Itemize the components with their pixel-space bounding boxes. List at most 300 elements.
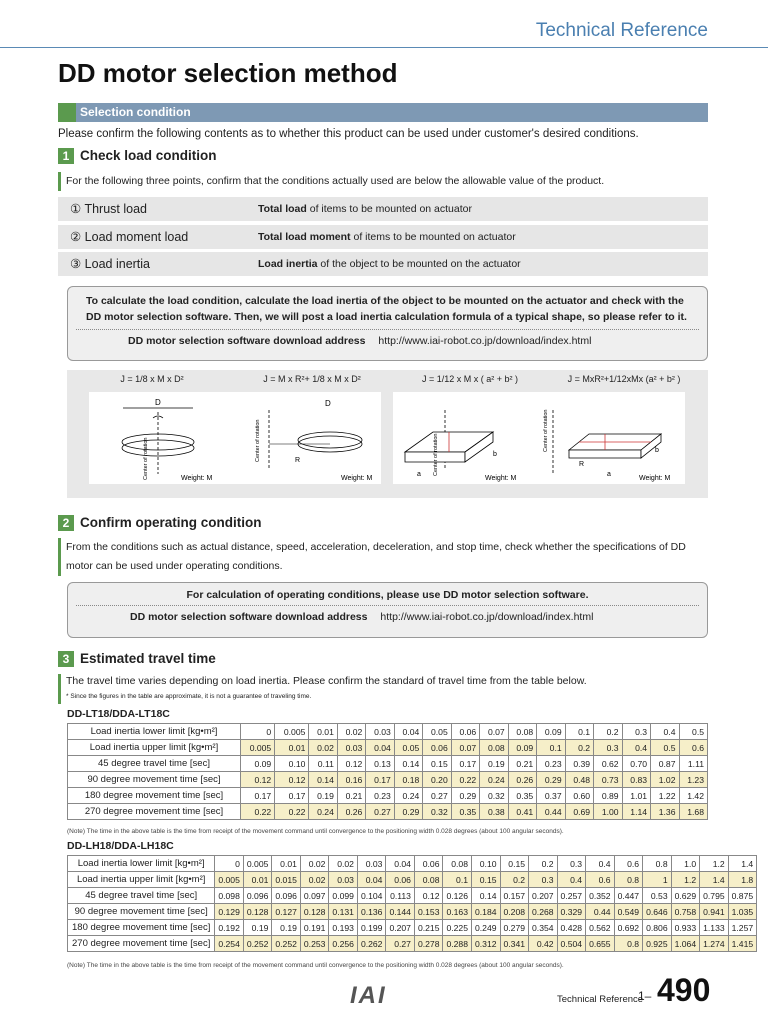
- table-cell: 0.193: [329, 920, 358, 936]
- table-cell: 0.249: [472, 920, 501, 936]
- table-row: [68, 740, 708, 756]
- table-cell: 0.099: [329, 888, 358, 904]
- table-cell: 0.268: [529, 904, 558, 920]
- condition-row: [58, 252, 708, 276]
- header-rule: [0, 47, 768, 48]
- table-cell: 0.3: [594, 740, 622, 756]
- svg-text:R: R: [295, 457, 301, 464]
- table-cell: 0.02: [329, 856, 358, 872]
- table-cell: 0.32: [480, 788, 508, 804]
- table-cell: 0.005: [275, 724, 309, 740]
- table-cell: 0.549: [614, 904, 643, 920]
- download-url[interactable]: http://www.iai-robot.co.jp/download/index.html: [378, 335, 592, 347]
- svg-text:b: b: [493, 451, 497, 458]
- table-cell: 0.17: [275, 788, 309, 804]
- table-cell: 0.252: [243, 936, 272, 952]
- table-cell: 0.2: [500, 872, 529, 888]
- table-cell: 0.44: [586, 904, 615, 920]
- table-cell: 0.08: [414, 872, 443, 888]
- formula-1: J = 1/8 x M x D²: [120, 374, 184, 384]
- svg-text:Center of rotation: Center of rotation: [143, 437, 149, 480]
- table-row: [68, 888, 757, 904]
- condition-row: [58, 197, 708, 221]
- table-cell: 0.163: [443, 904, 472, 920]
- load-calc-info-box: [67, 286, 708, 361]
- table-cell: 0.646: [643, 904, 672, 920]
- iai-logo: IAI: [350, 982, 387, 1009]
- table-cell: 0.153: [414, 904, 443, 920]
- table-cell: 1.035: [728, 904, 757, 920]
- table-cell: 0.01: [243, 872, 272, 888]
- table-cell: 0.08: [443, 856, 472, 872]
- section-3-title: Estimated travel time: [80, 651, 216, 666]
- row-header: 270 degree movement time [sec]: [68, 936, 215, 952]
- bar-accent: [58, 103, 76, 122]
- table-cell: 0.41: [508, 804, 536, 820]
- page-title: DD motor selection method: [58, 58, 398, 88]
- table-cell: 0.73: [594, 772, 622, 788]
- table-2-note: (Note) The time in the above table is the time from receipt of the movement command until convergence to the positioning width 0.028 degrees (about 100 angular seconds).: [67, 962, 564, 969]
- table-cell: 0.278: [414, 936, 443, 952]
- intro-text: Please confirm the following contents as to whether this product can be used under customer's desired conditions.: [58, 128, 639, 140]
- selection-condition-bar: [58, 103, 708, 122]
- table-cell: 0.26: [508, 772, 536, 788]
- table-cell: 0.01: [309, 724, 337, 740]
- svg-text:Center of rotation: Center of rotation: [433, 433, 439, 476]
- table-cell: 0.504: [557, 936, 586, 952]
- table-cell: 0.04: [394, 724, 422, 740]
- svg-text:a: a: [417, 471, 421, 478]
- table-cell: 0.104: [357, 888, 386, 904]
- table-cell: 0.144: [386, 904, 415, 920]
- table-cell: 0.262: [357, 936, 386, 952]
- section-3-number: 3: [58, 651, 74, 667]
- table-cell: 0.17: [366, 772, 394, 788]
- svg-text:b: b: [655, 447, 659, 454]
- table-cell: 0.098: [215, 888, 244, 904]
- table-cell: 0.03: [357, 856, 386, 872]
- download-label: DD motor selection software download address: [128, 335, 366, 347]
- table-cell: 0.29: [451, 788, 479, 804]
- table-cell: 0.256: [329, 936, 358, 952]
- condition-label: ① Thrust load: [58, 197, 246, 221]
- table-cell: 0.12: [414, 888, 443, 904]
- block-diagram: [393, 392, 539, 484]
- table-row: [68, 724, 708, 740]
- table-cell: 0.14: [472, 888, 501, 904]
- table-cell: 0.129: [215, 904, 244, 920]
- table-row: [68, 788, 708, 804]
- table-cell: 0.27: [423, 788, 451, 804]
- table-cell: 0.096: [272, 888, 301, 904]
- table-cell: 0.199: [357, 920, 386, 936]
- table-cell: 0.795: [700, 888, 729, 904]
- table-cell: 0.05: [394, 740, 422, 756]
- table-cell: 0.1: [443, 872, 472, 888]
- table-cell: 0.04: [366, 740, 394, 756]
- table-cell: 0.354: [529, 920, 558, 936]
- table-cell: 1.11: [679, 756, 708, 772]
- table-cell: 0.89: [594, 788, 622, 804]
- table-cell: 0.288: [443, 936, 472, 952]
- table-cell: 0.207: [386, 920, 415, 936]
- table-cell: 0.62: [594, 756, 622, 772]
- table-cell: 0.08: [508, 724, 536, 740]
- row-header: 90 degree movement time [sec]: [68, 904, 215, 920]
- condition-desc: Load inertia of the object to be mounted on the actuator: [236, 252, 708, 276]
- table-cell: 0: [215, 856, 244, 872]
- table-cell: 0.941: [700, 904, 729, 920]
- row-header: 45 degree travel time [sec]: [68, 756, 241, 772]
- table-cell: 0.207: [529, 888, 558, 904]
- table-cell: 0.04: [357, 872, 386, 888]
- table-cell: 1.4: [728, 856, 757, 872]
- table-cell: 0.933: [671, 920, 700, 936]
- disk-shape-icon: [89, 392, 235, 484]
- section-3-small-note: * Since the figures in the table are approximate, it is not a guarantee of traveling time.: [66, 693, 312, 700]
- table-cell: 0.17: [451, 756, 479, 772]
- section-1-title: Check load condition: [80, 148, 217, 163]
- table-cell: 1.0: [671, 856, 700, 872]
- section-2-number: 2: [58, 515, 74, 531]
- table-cell: 0.005: [241, 740, 275, 756]
- svg-text:R: R: [579, 461, 585, 468]
- table-cell: 0.6: [586, 872, 615, 888]
- table-cell: 0.23: [537, 756, 565, 772]
- table-2-caption: DD-LH18/DDA-LH18C: [67, 840, 174, 852]
- page-number: 490: [657, 972, 711, 1008]
- table-cell: 0.097: [300, 888, 329, 904]
- download-line: [68, 330, 707, 347]
- table-cell: 0.21: [337, 788, 365, 804]
- table-cell: 0.03: [366, 724, 394, 740]
- table-cell: 0.184: [472, 904, 501, 920]
- svg-text:Center of rotation: Center of rotation: [255, 419, 261, 462]
- table-cell: 1.02: [651, 772, 679, 788]
- svg-text:Weight: M: Weight: M: [639, 475, 671, 482]
- table-cell: 0.191: [300, 920, 329, 936]
- row-header: 270 degree movement time [sec]: [68, 804, 241, 820]
- table-cell: 0.215: [414, 920, 443, 936]
- table-cell: 0.24: [309, 804, 337, 820]
- download-url[interactable]: http://www.iai-robot.co.jp/download/index.html: [380, 611, 594, 623]
- table-cell: 1.2: [700, 856, 729, 872]
- table-cell: 1.00: [594, 804, 622, 820]
- table-cell: 0.27: [386, 936, 415, 952]
- section-1-note: For the following three points, confirm that the conditions actually used are below the allowable value of the product.: [58, 172, 604, 191]
- table-cell: 0.22: [451, 772, 479, 788]
- offset-disk-diagram: [235, 392, 381, 484]
- table-cell: 0.208: [500, 904, 529, 920]
- table-cell: 0.29: [537, 772, 565, 788]
- operating-info-text: For calculation of operating conditions, please use DD motor selection software.: [186, 589, 589, 601]
- table-cell: 0.329: [557, 904, 586, 920]
- offset-block-diagram: [539, 392, 685, 484]
- svg-text:Weight: M: Weight: M: [341, 475, 373, 482]
- table-cell: 0.3: [622, 724, 650, 740]
- table-row: [68, 936, 757, 952]
- table-cell: 0.758: [671, 904, 700, 920]
- table-cell: 0.225: [443, 920, 472, 936]
- table-cell: 0.925: [643, 936, 672, 952]
- table-cell: 0.06: [423, 740, 451, 756]
- table-cell: 0.29: [394, 804, 422, 820]
- table-cell: 0.15: [423, 756, 451, 772]
- table-cell: 0.09: [241, 756, 275, 772]
- table-cell: 0.279: [500, 920, 529, 936]
- table-cell: 0.692: [614, 920, 643, 936]
- table-cell: 0.352: [586, 888, 615, 904]
- table-cell: 0.09: [537, 724, 565, 740]
- offset-disk-shape-icon: [235, 392, 381, 484]
- table-cell: 1.14: [622, 804, 650, 820]
- table-cell: 0.69: [565, 804, 593, 820]
- row-header: Load inertia lower limit [kg•m²]: [68, 724, 241, 740]
- table-row: [68, 904, 757, 920]
- svg-text:Weight: M: Weight: M: [181, 475, 213, 482]
- section-2-heading: [58, 515, 262, 531]
- table-cell: 0.3: [557, 856, 586, 872]
- svg-text:D: D: [325, 399, 331, 408]
- table-cell: 0.131: [329, 904, 358, 920]
- table-cell: 1.257: [728, 920, 757, 936]
- svg-text:a: a: [607, 471, 611, 478]
- table-cell: 0.447: [614, 888, 643, 904]
- table-cell: 0.157: [500, 888, 529, 904]
- table-cell: 0.60: [565, 788, 593, 804]
- selection-condition-label: Selection condition: [80, 105, 191, 119]
- section-1-number: 1: [58, 148, 74, 164]
- page-prefix: 1–: [638, 989, 652, 1003]
- table-cell: 0.6: [679, 740, 708, 756]
- table-cell: 0.1: [565, 724, 593, 740]
- formula-4: J = MxR²+1/12xMx (a² + b² ): [567, 374, 681, 384]
- disk-diagram: [89, 392, 235, 484]
- table-cell: 0.14: [394, 756, 422, 772]
- table-cell: 0.24: [394, 788, 422, 804]
- table-cell: 0.875: [728, 888, 757, 904]
- table-cell: 0.005: [215, 872, 244, 888]
- table-cell: 0.22: [241, 804, 275, 820]
- table-cell: 0.06: [451, 724, 479, 740]
- row-header: Load inertia upper limit [kg•m²]: [68, 740, 241, 756]
- table-cell: 0.252: [272, 936, 301, 952]
- table-cell: 1.2: [671, 872, 700, 888]
- table-cell: 0.8: [643, 856, 672, 872]
- table-cell: 1.274: [700, 936, 729, 952]
- table-cell: 0.19: [309, 788, 337, 804]
- table-cell: 0.07: [451, 740, 479, 756]
- table-row: [68, 756, 708, 772]
- row-header: 180 degree movement time [sec]: [68, 920, 215, 936]
- table-cell: 0.01: [272, 856, 301, 872]
- table-cell: 1.36: [651, 804, 679, 820]
- table-cell: 0.83: [622, 772, 650, 788]
- table-cell: 0.44: [537, 804, 565, 820]
- table-cell: 0.24: [480, 772, 508, 788]
- table-cell: 1.22: [651, 788, 679, 804]
- travel-time-table-lh18: [67, 855, 757, 952]
- download-label: DD motor selection software download address: [130, 611, 368, 623]
- row-header: 180 degree movement time [sec]: [68, 788, 241, 804]
- table-cell: 0.37: [537, 788, 565, 804]
- row-header: Load inertia upper limit [kg•m²]: [68, 872, 215, 888]
- table-cell: 0.629: [671, 888, 700, 904]
- table-cell: 0.04: [386, 856, 415, 872]
- table-cell: 0.005: [243, 856, 272, 872]
- svg-text:Center of rotation: Center of rotation: [543, 409, 549, 452]
- table-cell: 0.1: [537, 740, 565, 756]
- table-cell: 0.15: [500, 856, 529, 872]
- table-row: [68, 856, 757, 872]
- table-cell: 0.02: [300, 872, 329, 888]
- travel-time-table-lt18: [67, 723, 708, 820]
- table-cell: 0.312: [472, 936, 501, 952]
- table-cell: 0.05: [423, 724, 451, 740]
- table-cell: 0.562: [586, 920, 615, 936]
- table-1-caption: DD-LT18/DDA-LT18C: [67, 708, 170, 720]
- table-cell: 1.133: [700, 920, 729, 936]
- row-header: Load inertia lower limit [kg•m²]: [68, 856, 215, 872]
- table-cell: 0.11: [309, 756, 337, 772]
- table-cell: 0.096: [243, 888, 272, 904]
- table-cell: 0.2: [529, 856, 558, 872]
- table-cell: 0.113: [386, 888, 415, 904]
- table-cell: 0.48: [565, 772, 593, 788]
- table-cell: 0.17: [241, 788, 275, 804]
- section-2-title: Confirm operating condition: [80, 515, 262, 530]
- table-cell: 0.257: [557, 888, 586, 904]
- table-cell: 0.70: [622, 756, 650, 772]
- table-cell: 0.4: [557, 872, 586, 888]
- condition-label: ③ Load inertia: [58, 252, 246, 276]
- condition-label: ② Load moment load: [58, 225, 246, 249]
- block-shape-icon: [393, 392, 539, 484]
- table-cell: 0.015: [272, 872, 301, 888]
- table-cell: 0.06: [414, 856, 443, 872]
- formula-panel: [67, 370, 708, 498]
- table-cell: 0.38: [480, 804, 508, 820]
- table-cell: 0.12: [337, 756, 365, 772]
- table-cell: 0.8: [614, 936, 643, 952]
- table-cell: 0.09: [508, 740, 536, 756]
- table-cell: 0.806: [643, 920, 672, 936]
- table-cell: 0.5: [679, 724, 708, 740]
- svg-text:D: D: [155, 398, 161, 407]
- table-cell: 0.08: [480, 740, 508, 756]
- table-cell: 0.4: [622, 740, 650, 756]
- table-cell: 0.136: [357, 904, 386, 920]
- table-cell: 0.10: [472, 856, 501, 872]
- table-cell: 1: [643, 872, 672, 888]
- table-cell: 0.19: [272, 920, 301, 936]
- table-cell: 0.3: [529, 872, 558, 888]
- table-cell: 0.02: [300, 856, 329, 872]
- table-cell: 1.064: [671, 936, 700, 952]
- condition-row: [58, 225, 708, 249]
- table-cell: 0.5: [651, 740, 679, 756]
- formula-3: J = 1/12 x M x ( a² + b² ): [421, 374, 519, 384]
- table-cell: 1.42: [679, 788, 708, 804]
- table-cell: 0.14: [309, 772, 337, 788]
- table-cell: 0.07: [480, 724, 508, 740]
- header-section-title: Technical Reference: [535, 20, 708, 41]
- table-cell: 0.2: [565, 740, 593, 756]
- table-cell: 0.35: [508, 788, 536, 804]
- table-cell: 0.03: [329, 872, 358, 888]
- table-cell: 0.20: [423, 772, 451, 788]
- table-cell: 0.35: [451, 804, 479, 820]
- table-cell: 0.87: [651, 756, 679, 772]
- table-cell: 0.12: [241, 772, 275, 788]
- table-cell: 0.2: [594, 724, 622, 740]
- table-cell: 0.126: [443, 888, 472, 904]
- table-cell: 0.22: [275, 804, 309, 820]
- table-cell: 0.15: [472, 872, 501, 888]
- table-cell: 1.8: [728, 872, 757, 888]
- table-cell: 0.8: [614, 872, 643, 888]
- table-cell: 0.21: [508, 756, 536, 772]
- table-cell: 0.4: [586, 856, 615, 872]
- table-cell: 0.02: [337, 724, 365, 740]
- table-cell: 0.42: [529, 936, 558, 952]
- condition-desc: Total load of items to be mounted on actuator: [236, 197, 708, 221]
- table-1-note: (Note) The time in the above table is the time from receipt of the movement command until convergence to the positioning width 0.028 degrees (about 100 angular seconds).: [67, 828, 564, 835]
- section-3-note-text: The travel time varies depending on load inertia. Please confirm the standard of travel time from the table below.: [66, 675, 587, 687]
- table-cell: 0.19: [480, 756, 508, 772]
- row-header: 90 degree movement time [sec]: [68, 772, 241, 788]
- row-header: 45 degree travel time [sec]: [68, 888, 215, 904]
- table-cell: 1.68: [679, 804, 708, 820]
- table-cell: 1.23: [679, 772, 708, 788]
- table-cell: 0.13: [366, 756, 394, 772]
- table-cell: 0.10: [275, 756, 309, 772]
- table-cell: 0.06: [386, 872, 415, 888]
- table-cell: 0.26: [337, 804, 365, 820]
- table-cell: 1.01: [622, 788, 650, 804]
- table-cell: 1.4: [700, 872, 729, 888]
- table-cell: 0.39: [565, 756, 593, 772]
- table-cell: 0.16: [337, 772, 365, 788]
- table-cell: 0.18: [394, 772, 422, 788]
- table-cell: 0.6: [614, 856, 643, 872]
- operating-info-box: [67, 582, 708, 638]
- section-1-heading: [58, 148, 217, 164]
- table-row: [68, 872, 757, 888]
- offset-block-shape-icon: [539, 392, 685, 484]
- table-row: [68, 920, 757, 936]
- table-cell: 0.4: [651, 724, 679, 740]
- condition-desc: Total load moment of items to be mounted on actuator: [236, 225, 708, 249]
- table-cell: 0.428: [557, 920, 586, 936]
- section-3-heading: [58, 651, 216, 667]
- table-cell: 0.254: [215, 936, 244, 952]
- formula-2: J = M x R²+ 1/8 x M x D²: [263, 374, 361, 384]
- table-cell: 0.02: [309, 740, 337, 756]
- table-cell: 0.01: [275, 740, 309, 756]
- table-cell: 0.341: [500, 936, 529, 952]
- table-cell: 0.127: [272, 904, 301, 920]
- table-row: [68, 804, 708, 820]
- table-cell: 0.253: [300, 936, 329, 952]
- table-cell: 0.23: [366, 788, 394, 804]
- table-cell: 0.655: [586, 936, 615, 952]
- table-cell: 0.128: [300, 904, 329, 920]
- table-cell: 0.27: [366, 804, 394, 820]
- table-cell: 0.32: [423, 804, 451, 820]
- table-row: [68, 772, 708, 788]
- svg-text:Weight: M: Weight: M: [485, 475, 517, 482]
